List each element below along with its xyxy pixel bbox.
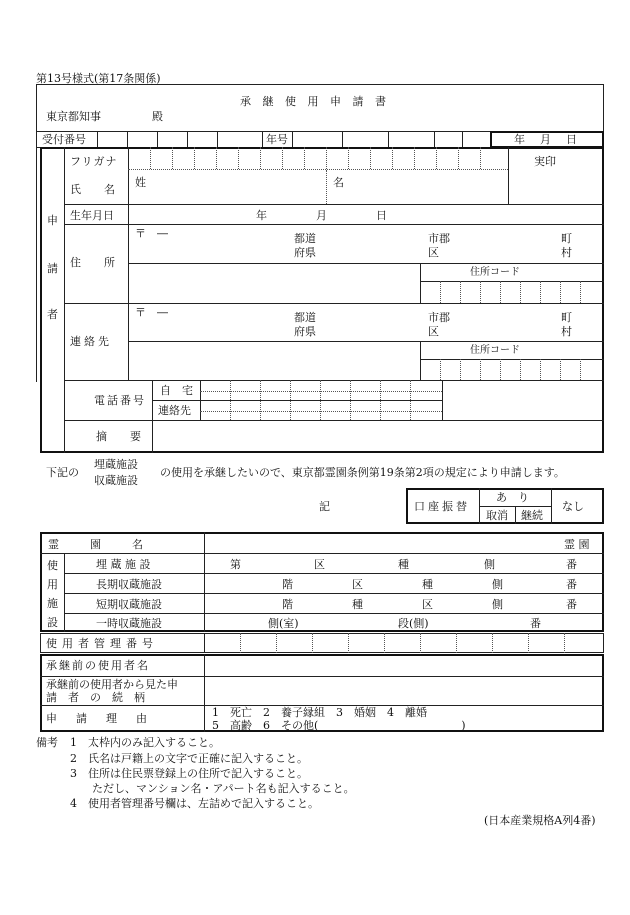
- short-term-cell-5: 番: [566, 598, 577, 611]
- contact-address-code-label: 住所コード: [470, 345, 520, 356]
- use-facility-label-2: 用: [47, 578, 58, 591]
- contact-town-2: 村: [561, 325, 572, 338]
- address-pref-2: 府県: [294, 246, 316, 259]
- transfer-none: なし: [562, 500, 584, 513]
- long-term-facility-label: 長期収蔵施設: [96, 578, 162, 591]
- statement-prefix: 下記の: [46, 466, 79, 479]
- note-2: 2 氏名は戸籍上の文字で正確に記入すること。: [70, 752, 308, 765]
- record-mark: 記: [319, 500, 330, 513]
- summary-label: 摘 要: [96, 430, 147, 443]
- transfer-cancel: 取消: [486, 509, 508, 522]
- phone-label: 電話番号: [94, 394, 146, 407]
- contact-city-1: 市郡: [428, 311, 450, 324]
- use-facility-label-3: 施: [47, 597, 58, 610]
- cemetery-suffix: 霊 園: [564, 538, 590, 551]
- temporary-cell-2: 段(側): [398, 617, 429, 630]
- address-postal-mark: 〒 ―: [135, 227, 168, 240]
- burial-cell-4: 側: [484, 558, 495, 571]
- burial-cell-3: 種: [398, 558, 409, 571]
- contact-phone-label: 連絡先: [158, 404, 191, 417]
- address-town-2: 村: [561, 246, 572, 259]
- receipt-no-label: 受付番号: [42, 133, 86, 146]
- furigana-label: フリガナ: [70, 155, 118, 168]
- note-1: 1 太枠内のみ記入すること。: [70, 736, 220, 749]
- contact-postal-mark: 〒 ―: [135, 306, 168, 319]
- applicant-label-1: 申: [47, 214, 58, 227]
- manager-number-label: 使用者管理番号: [46, 637, 158, 650]
- long-term-cell-2: 区: [352, 578, 363, 591]
- addressee: 東京都知事: [46, 110, 101, 123]
- reason-options-1: 1 死亡 2 養子縁組 3 婚姻 4 離婚: [212, 706, 427, 719]
- address-pref-1: 都道: [294, 232, 316, 245]
- transfer-label: 口座振替: [414, 500, 470, 513]
- name-label: 氏 名: [70, 183, 121, 196]
- statement-body: の使用を承継したいので、東京都霊園条例第19条第2項の規定により申請します。: [160, 466, 565, 479]
- contact-pref-1: 都道: [294, 311, 316, 324]
- reception-date-day: 日: [566, 133, 577, 146]
- use-facility-label-4: 設: [47, 616, 58, 629]
- contact-city-2: 区: [428, 325, 439, 338]
- short-term-cell-4: 側: [492, 598, 503, 611]
- burial-cell-5: 番: [566, 558, 577, 571]
- previous-user-label: 承継前の使用者名: [46, 659, 150, 672]
- address-label: 住 所: [70, 256, 121, 269]
- reception-date-month: 月: [540, 133, 551, 146]
- use-facility-label-1: 使: [47, 559, 58, 572]
- temporary-facility-label: 一時収蔵施設: [96, 617, 162, 630]
- note-4: 4 使用者管理番号欄は、左詰めで記入すること。: [70, 797, 319, 810]
- burial-cell-1: 第: [230, 558, 241, 571]
- birth-day-unit: 日: [376, 209, 387, 222]
- birth-month-unit: 月: [316, 209, 327, 222]
- cemetery-name-label: 霊 園 名: [48, 538, 146, 551]
- form-title: 承 継 使 用 申 請 書: [240, 95, 390, 108]
- contact-label: 連絡先: [70, 335, 112, 348]
- burial-facility-label: 埋 蔵 施 設: [96, 558, 151, 571]
- paper-size-note: (日本産業規格A列4番): [484, 814, 596, 827]
- long-term-cell-4: 側: [492, 578, 503, 591]
- reason-options-2: 5 高齢 6 その他( ): [212, 719, 466, 732]
- burial-cell-2: 区: [314, 558, 325, 571]
- short-term-cell-1: 階: [282, 598, 293, 611]
- contact-town-1: 町: [561, 311, 572, 324]
- short-term-facility-label: 短期収蔵施設: [96, 598, 162, 611]
- reception-date-year: 年: [514, 133, 525, 146]
- long-term-cell-5: 番: [566, 578, 577, 591]
- surname-label: 姓: [135, 176, 146, 189]
- transfer-yes: あ り: [496, 491, 529, 504]
- contact-pref-2: 府県: [294, 325, 316, 338]
- notes-label: 備考: [36, 736, 58, 749]
- relation-label-1: 承継前の使用者から見た申: [46, 678, 178, 691]
- form-number: 第13号様式(第17条関係): [36, 72, 161, 85]
- note-3-sub: ただし、マンション名・アパート名も記入すること。: [70, 782, 355, 795]
- given-name-label: 名: [333, 176, 344, 189]
- temporary-cell-1: 側(室): [268, 617, 299, 630]
- statement-option-burial: 埋蔵施設: [94, 458, 138, 471]
- address-city-2: 区: [428, 246, 439, 259]
- address-town-1: 町: [561, 232, 572, 245]
- home-phone-label: 自 宅: [160, 384, 193, 397]
- note-3: 3 住所は住民票登録上の住所で記入すること。: [70, 767, 308, 780]
- transfer-continue: 継続: [521, 509, 543, 522]
- address-code-label: 住所コード: [470, 267, 520, 278]
- birth-year-unit: 年: [256, 209, 267, 222]
- long-term-cell-1: 階: [282, 578, 293, 591]
- address-city-1: 市郡: [428, 232, 450, 245]
- short-term-cell-2: 種: [352, 598, 363, 611]
- relation-label-2: 請 者 の 続 柄: [46, 691, 145, 704]
- reason-label: 申 請 理 由: [46, 712, 151, 725]
- long-term-cell-3: 種: [422, 578, 433, 591]
- applicant-label-2: 請: [47, 262, 58, 275]
- applicant-label-3: 者: [47, 308, 58, 321]
- short-term-cell-3: 区: [422, 598, 433, 611]
- year-no-label: 年号: [266, 133, 288, 146]
- temporary-cell-3: 番: [530, 617, 541, 630]
- honorific: 殿: [152, 110, 163, 123]
- birth-date-label: 生年月日: [70, 209, 114, 222]
- seal-label: 実印: [534, 155, 556, 168]
- statement-option-storage: 収蔵施設: [94, 474, 138, 487]
